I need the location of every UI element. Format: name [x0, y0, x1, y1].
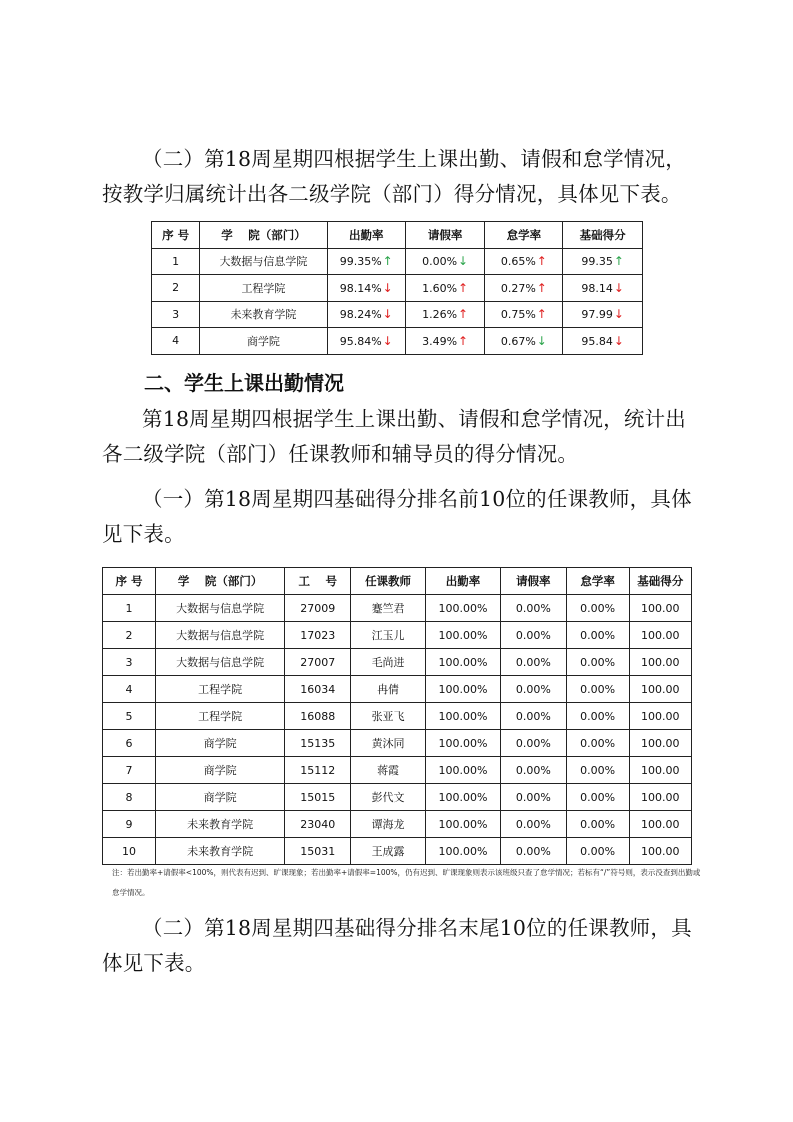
- cell-score: [563, 275, 643, 302]
- cell-leave: [405, 301, 485, 328]
- cell-no-value: 3: [172, 307, 180, 321]
- arrow-up-icon: ↑: [458, 307, 469, 322]
- cell-teacher: 蹇竺君: [351, 595, 426, 622]
- table-row: [103, 676, 692, 703]
- cell-leave: 0.00%: [500, 784, 566, 811]
- cell-no-value: 4: [172, 334, 180, 348]
- cell-leave: 0.00%: [500, 595, 566, 622]
- cell-leave: [405, 328, 485, 355]
- cell-college: 商学院: [155, 757, 284, 784]
- cell-truant: [485, 328, 563, 355]
- cell-truant: [485, 248, 563, 275]
- cell-score: [563, 301, 643, 328]
- cell-leave-value: 0.00%: [422, 255, 458, 269]
- cell-attend: 100.00%: [425, 838, 500, 865]
- cell-score: 100.00: [629, 730, 691, 757]
- arrow-down-icon: ↓: [613, 280, 624, 295]
- table-row: [103, 784, 692, 811]
- cell-attend: 100.00%: [425, 703, 500, 730]
- cell-leave: 0.00%: [500, 811, 566, 838]
- cell-college-value: 大数据与信息学院: [219, 255, 308, 269]
- header-teacher: 任课教师: [351, 568, 426, 595]
- arrow-up-icon: ↑: [458, 333, 469, 348]
- header-leave: 请假率: [500, 568, 566, 595]
- college-score-table: [151, 221, 643, 355]
- cell-truant: [485, 275, 563, 302]
- cell-truant: 0.00%: [566, 784, 629, 811]
- cell-truant: 0.00%: [566, 703, 629, 730]
- cell-truant: [485, 301, 563, 328]
- cell-leave: 0.00%: [500, 730, 566, 757]
- cell-score-value: 95.84: [581, 334, 613, 348]
- header-truant: 怠学率: [485, 222, 563, 249]
- cell-no: 2: [103, 622, 156, 649]
- table-row: [152, 301, 643, 328]
- arrow-up-icon: ↑: [382, 254, 393, 269]
- cell-id: 15112: [285, 757, 351, 784]
- cell-leave: 0.00%: [500, 703, 566, 730]
- arrow-up-icon: ↑: [613, 254, 624, 269]
- cell-no-value: 2: [172, 281, 180, 295]
- table-row: [103, 595, 692, 622]
- cell-attend: 100.00%: [425, 676, 500, 703]
- cell-no: 1: [103, 595, 156, 622]
- section-paragraph-3: [102, 482, 702, 552]
- table-row: [152, 328, 643, 355]
- cell-score-value: 99.35: [581, 255, 613, 269]
- cell-no: 9: [103, 811, 156, 838]
- table-row: [152, 248, 643, 275]
- cell-score: 100.00: [629, 676, 691, 703]
- header-no: 序 号: [103, 568, 156, 595]
- cell-score: 100.00: [629, 649, 691, 676]
- cell-truant: 0.00%: [566, 622, 629, 649]
- cell-college: 大数据与信息学院: [155, 649, 284, 676]
- header-no: 序 号: [152, 222, 200, 249]
- cell-score: 100.00: [629, 703, 691, 730]
- cell-attend-value: 95.84%: [339, 334, 382, 348]
- section-paragraph-2: [102, 402, 702, 472]
- header-leave: 请假率: [405, 222, 485, 249]
- cell-truant: 0.00%: [566, 730, 629, 757]
- cell-college: 大数据与信息学院: [155, 595, 284, 622]
- cell-no: 8: [103, 784, 156, 811]
- cell-leave: [405, 248, 485, 275]
- cell-attend: 100.00%: [425, 730, 500, 757]
- cell-teacher: 毛尚进: [351, 649, 426, 676]
- cell-id: 17023: [285, 622, 351, 649]
- paragraph-text: （一）第18周星期四基础得分排名前10位的任课教师，具体见下表。: [102, 487, 692, 546]
- arrow-down-icon: ↓: [382, 333, 393, 348]
- cell-college: [200, 301, 327, 328]
- header-college: 学 院（部门）: [155, 568, 284, 595]
- cell-score: 100.00: [629, 838, 691, 865]
- cell-teacher: 张亚飞: [351, 703, 426, 730]
- cell-attend: [327, 328, 405, 355]
- arrow-up-icon: ↑: [458, 280, 469, 295]
- cell-score: 100.00: [629, 784, 691, 811]
- cell-no: 7: [103, 757, 156, 784]
- arrow-down-icon: ↓: [382, 307, 393, 322]
- cell-score: 100.00: [629, 757, 691, 784]
- arrow-down-icon: ↓: [458, 254, 469, 269]
- cell-teacher: 王成露: [351, 838, 426, 865]
- cell-truant: 0.00%: [566, 838, 629, 865]
- cell-score: [563, 328, 643, 355]
- header-id: 工 号: [285, 568, 351, 595]
- cell-leave: [405, 275, 485, 302]
- table-footnote: 注：若出勤率+请假率<100%，则代表有迟到、旷课现象；若出勤率+请假率=100%，仍有迟到、旷课现象则表示该班级只查了怠学情况；若标有“/”符号则，表示没查到出勤或怠学情况。: [112, 868, 701, 897]
- paragraph-text: （二）第18周星期四基础得分排名末尾10位的任课教师，具体见下表。: [102, 916, 692, 975]
- cell-college: 工程学院: [155, 703, 284, 730]
- cell-id: 15015: [285, 784, 351, 811]
- cell-college-value: 未来教育学院: [230, 308, 297, 322]
- cell-no: [152, 248, 200, 275]
- arrow-down-icon: ↓: [613, 333, 624, 348]
- cell-truant: 0.00%: [566, 595, 629, 622]
- cell-id: 16034: [285, 676, 351, 703]
- cell-attend: 100.00%: [425, 649, 500, 676]
- cell-attend: [327, 248, 405, 275]
- cell-truant: 0.00%: [566, 811, 629, 838]
- cell-no: 10: [103, 838, 156, 865]
- table-row: [152, 275, 643, 302]
- cell-college: [200, 248, 327, 275]
- cell-no: [152, 301, 200, 328]
- cell-attend-value: 99.35%: [339, 255, 382, 269]
- table-row: [103, 649, 692, 676]
- cell-college: 未来教育学院: [155, 838, 284, 865]
- cell-score: [563, 248, 643, 275]
- cell-college-value: 商学院: [246, 334, 280, 348]
- cell-id: 15135: [285, 730, 351, 757]
- cell-leave-value: 1.60%: [422, 281, 458, 295]
- arrow-down-icon: ↓: [536, 333, 547, 348]
- cell-attend: [327, 301, 405, 328]
- table-header-row: [152, 222, 643, 249]
- cell-college: [200, 275, 327, 302]
- cell-teacher: 江玉儿: [351, 622, 426, 649]
- teacher-top10-table: [102, 567, 692, 865]
- cell-college: 大数据与信息学院: [155, 622, 284, 649]
- cell-teacher: 谭海龙: [351, 811, 426, 838]
- arrow-down-icon: ↓: [382, 280, 393, 295]
- cell-attend-value: 98.14%: [339, 281, 382, 295]
- cell-leave: 0.00%: [500, 838, 566, 865]
- header-score: 基础得分: [563, 222, 643, 249]
- cell-leave-value: 1.26%: [422, 308, 458, 322]
- cell-teacher: 黄沐同: [351, 730, 426, 757]
- cell-teacher: 蒋霞: [351, 757, 426, 784]
- table-row: [103, 622, 692, 649]
- cell-leave: 0.00%: [500, 757, 566, 784]
- cell-attend: [327, 275, 405, 302]
- table-header-row: [103, 568, 692, 595]
- cell-attend: 100.00%: [425, 757, 500, 784]
- cell-truant-value: 0.67%: [500, 334, 536, 348]
- header-attend: 出勤率: [425, 568, 500, 595]
- cell-college-value: 工程学院: [241, 281, 286, 295]
- paragraph-text: 第18周星期四根据学生上课出勤、请假和怠学情况，统计出各二级学院（部门）任课教师和辅导员的得分情况。: [102, 407, 686, 466]
- cell-teacher: 彭代文: [351, 784, 426, 811]
- cell-id: 27007: [285, 649, 351, 676]
- cell-no: 4: [103, 676, 156, 703]
- section-paragraph-4: [102, 911, 702, 981]
- paragraph-text: （二）第18周星期四根据学生上课出勤、请假和怠学情况，按教学归属统计出各二级学院（部门）得分情况，具体见下表。: [102, 147, 686, 206]
- cell-truant: 0.00%: [566, 676, 629, 703]
- cell-no: [152, 328, 200, 355]
- cell-attend-value: 98.24%: [339, 308, 382, 322]
- cell-score-value: 98.14: [581, 281, 613, 295]
- table-row: [103, 757, 692, 784]
- cell-score: 100.00: [629, 622, 691, 649]
- arrow-up-icon: ↑: [536, 254, 547, 269]
- cell-college: [200, 328, 327, 355]
- cell-score: 100.00: [629, 595, 691, 622]
- header-college: 学 院（部门）: [200, 222, 327, 249]
- section-heading: 二、学生上课出勤情况: [144, 371, 344, 395]
- arrow-up-icon: ↑: [536, 307, 547, 322]
- cell-score: 100.00: [629, 811, 691, 838]
- cell-attend: 100.00%: [425, 622, 500, 649]
- cell-leave: 0.00%: [500, 649, 566, 676]
- cell-truant-value: 0.75%: [500, 308, 536, 322]
- cell-id: 27009: [285, 595, 351, 622]
- cell-truant: 0.00%: [566, 757, 629, 784]
- cell-no: [152, 275, 200, 302]
- arrow-down-icon: ↓: [613, 307, 624, 322]
- cell-id: 23040: [285, 811, 351, 838]
- cell-leave: 0.00%: [500, 622, 566, 649]
- cell-no-value: 1: [172, 254, 180, 268]
- section-paragraph-1: [102, 142, 702, 212]
- cell-college: 未来教育学院: [155, 811, 284, 838]
- cell-college: 商学院: [155, 784, 284, 811]
- arrow-up-icon: ↑: [536, 280, 547, 295]
- cell-truant-value: 0.65%: [500, 255, 536, 269]
- cell-teacher: 冉倩: [351, 676, 426, 703]
- header-truant: 怠学率: [566, 568, 629, 595]
- table-row: [103, 703, 692, 730]
- cell-attend: 100.00%: [425, 595, 500, 622]
- cell-no: 5: [103, 703, 156, 730]
- cell-attend: 100.00%: [425, 811, 500, 838]
- header-score: 基础得分: [629, 568, 691, 595]
- cell-no: 6: [103, 730, 156, 757]
- cell-id: 16088: [285, 703, 351, 730]
- header-attend: 出勤率: [327, 222, 405, 249]
- table-row: [103, 838, 692, 865]
- cell-college: 商学院: [155, 730, 284, 757]
- cell-leave-value: 3.49%: [422, 334, 458, 348]
- cell-id: 15031: [285, 838, 351, 865]
- cell-no: 3: [103, 649, 156, 676]
- cell-truant: 0.00%: [566, 649, 629, 676]
- table-row: [103, 811, 692, 838]
- cell-college: 工程学院: [155, 676, 284, 703]
- cell-attend: 100.00%: [425, 784, 500, 811]
- cell-leave: 0.00%: [500, 676, 566, 703]
- cell-truant-value: 0.27%: [500, 281, 536, 295]
- cell-score-value: 97.99: [581, 308, 613, 322]
- table-row: [103, 730, 692, 757]
